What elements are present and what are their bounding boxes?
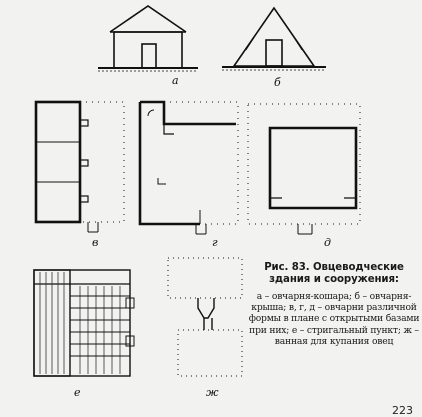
building-b-elevation: [222, 8, 326, 70]
plan-d: [248, 104, 360, 234]
label-e: е: [74, 386, 81, 399]
label-d: д: [324, 236, 331, 249]
figure-caption: [248, 262, 420, 347]
plan-v: [36, 102, 124, 232]
label-zh: ж: [206, 386, 219, 399]
plan-e: [34, 270, 134, 376]
plan-g: [140, 102, 238, 234]
label-g: г: [212, 236, 218, 249]
caption-legend: а – овчарня-кошара; б – овчарня-крыша; в, г, д – овчарни различной формы в плане с открытыми базами при них; е – стригальный пункт; ж – ванная для купания овец: [248, 290, 420, 347]
caption-title: Рис. 83. Овцеводческие здания и сооружения:: [264, 262, 404, 286]
label-b: б: [274, 76, 281, 89]
label-v: в: [92, 236, 99, 249]
plan-zh: [168, 258, 242, 376]
building-a-elevation: [98, 6, 198, 71]
label-a: а: [172, 74, 179, 87]
page-number: 223: [392, 404, 413, 417]
